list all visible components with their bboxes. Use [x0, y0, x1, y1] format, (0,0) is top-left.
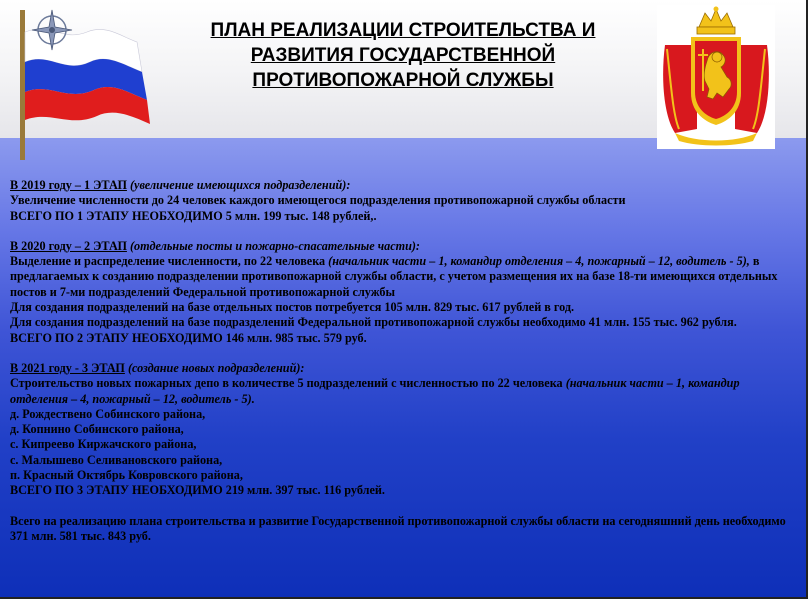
title-line-1: ПЛАН РЕАЛИЗАЦИИ СТРОИТЕЛЬСТВА И	[210, 20, 596, 41]
spacer	[10, 499, 796, 514]
summary-text: Всего на реализацию плана строительства и развитие Государственной противопожарной службы области на сегодняшний день необходимо 371 млн. 581 тыс. 843 руб.	[10, 513, 786, 543]
plan-content	[10, 178, 796, 544]
stage-1-section	[10, 178, 796, 224]
list-item: д. Рождествено Собинского района,	[10, 406, 206, 421]
stage-3-note: (создание новых подразделений):	[124, 360, 305, 375]
list-item: д. Копнино Собинского района,	[10, 422, 184, 437]
stage-3-section	[10, 361, 796, 499]
stage-3-heading	[10, 361, 796, 376]
title-line-3: ПРОТИВОПОЖАРНОЙ СЛУЖБЫ	[252, 70, 554, 91]
stage-2-text	[10, 254, 796, 300]
vladimir-oblast-coat-of-arms-icon	[657, 5, 775, 149]
stage-3-staff-note: (начальник части – 1, командир отделения – 4, пожарный – 12, водитель - 5).	[10, 376, 740, 406]
coat-shield	[691, 37, 741, 125]
stage-2-posts-cost: Для создания подразделений на базе отдельных постов потребуется 105 млн. 829 тыс. 617 рублей в год.	[10, 300, 575, 315]
stage-1-total: ВСЕГО ПО 1 ЭТАПУ НЕОБХОДИМО 5 млн. 199 тыс. 148 рублей,.	[10, 208, 377, 223]
stage-2-staff-note: (начальник части – 1, командир отделения – 4, пожарный – 12, водитель - 5),	[328, 254, 750, 269]
list-item: с. Малышево Селивановского района,	[10, 452, 223, 467]
list-item: п. Красный Октябрь Ковровского района,	[10, 468, 243, 483]
stage-3-text-start: Строительство новых пожарных депо в количестве 5 подразделений с численностью по 22 человека	[10, 376, 566, 391]
stage-2-text-start: Выделение и распределение численности, по 22 человека	[10, 254, 329, 269]
stage-2-title: В 2020 году – 2 ЭТАП	[10, 238, 127, 253]
russian-flag-icon	[2, 2, 152, 160]
stage-2-federal-cost: Для создания подразделений на базе подразделений Федеральной противопожарной службы необходимо 41 млн. 155 тыс. 962 рубля.	[10, 315, 737, 330]
stage-1-note: (увеличение имеющихся подразделений):	[126, 178, 351, 192]
stage-2-heading	[10, 239, 796, 254]
stage-1-heading	[10, 178, 796, 193]
spacer	[10, 346, 796, 361]
page-title	[178, 18, 628, 93]
title-line-2: РАЗВИТИЯ ГОСУДАРСТВЕННОЙ	[250, 45, 556, 66]
stage-2-text-end: в предлагаемых к созданию подразделении противопожарной службы области, с учетом размещения их на базе 18-ти имеющихся отдельных постов и 7-ми подразделений Федеральной противопожарной службы	[10, 254, 778, 299]
stage-2-total: ВСЕГО ПО 2 ЭТАПУ НЕОБХОДИМО 146 млн. 985 тыс. 579 руб.	[10, 330, 367, 345]
stage-3-total: ВСЕГО ПО 3 ЭТАПУ НЕОБХОДИМО 219 млн. 397 тыс. 116 рублей.	[10, 483, 385, 498]
stage-2-section	[10, 239, 796, 346]
flag-pole	[20, 10, 25, 160]
spacer	[10, 224, 796, 239]
stage-3-text	[10, 376, 796, 407]
stage-3-title: В 2021 году - 3 ЭТАП	[10, 360, 125, 375]
stage-2-note: (отдельные посты и пожарно-спасательные части):	[126, 238, 420, 253]
list-item: с. Кипреево Киржачского района,	[10, 437, 197, 452]
stage-1-text: Увеличение численности до 24 человек каждого имеющегося подразделения противопожарной службы области	[10, 193, 626, 208]
stage-1-title: В 2019 году – 1 ЭТАП	[10, 178, 127, 192]
